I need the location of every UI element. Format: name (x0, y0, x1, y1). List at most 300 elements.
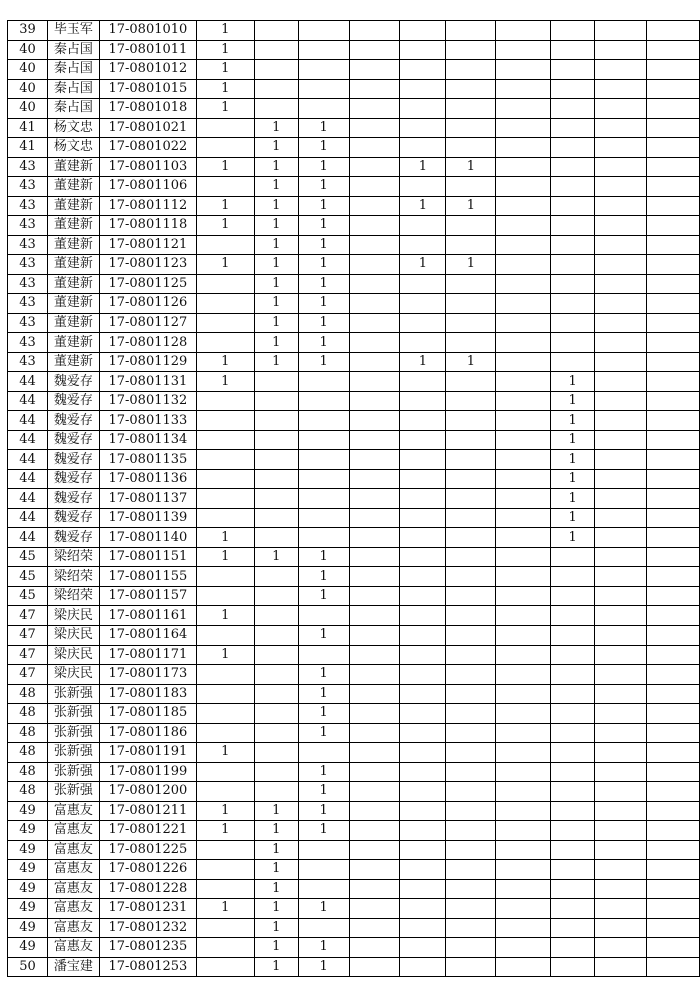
mark-cell-8 (551, 138, 595, 158)
mark-cell-1 (196, 918, 254, 938)
name-cell: 董建新 (47, 352, 99, 372)
code-cell: 17-0801226 (99, 860, 196, 880)
name-cell: 董建新 (47, 313, 99, 333)
mark-cell-6 (446, 391, 496, 411)
mark-cell-5 (400, 684, 446, 704)
mark-cell-8: 1 (551, 489, 595, 509)
mark-cell-3 (298, 21, 349, 41)
table-row (8, 782, 700, 802)
mark-cell-6 (446, 801, 496, 821)
name-cell: 董建新 (47, 274, 99, 294)
mark-cell-7 (496, 118, 551, 138)
mark-cell-9 (595, 313, 647, 333)
row-number-cell: 50 (8, 957, 48, 977)
mark-cell-4 (349, 918, 400, 938)
mark-cell-9 (595, 528, 647, 548)
empty-cell (647, 469, 700, 489)
mark-cell-5 (400, 957, 446, 977)
mark-cell-1 (196, 567, 254, 587)
mark-cell-3: 1 (298, 333, 349, 353)
mark-cell-8: 1 (551, 391, 595, 411)
mark-cell-9 (595, 489, 647, 509)
mark-cell-4 (349, 840, 400, 860)
mark-cell-8 (551, 547, 595, 567)
name-cell: 魏爱存 (47, 430, 99, 450)
mark-cell-4 (349, 625, 400, 645)
mark-cell-1: 1 (196, 21, 254, 41)
mark-cell-8 (551, 625, 595, 645)
name-cell: 梁庆民 (47, 645, 99, 665)
mark-cell-6 (446, 528, 496, 548)
mark-cell-9 (595, 957, 647, 977)
mark-cell-9 (595, 99, 647, 119)
mark-cell-7 (496, 352, 551, 372)
mark-cell-4 (349, 21, 400, 41)
mark-cell-4 (349, 157, 400, 177)
mark-cell-4 (349, 743, 400, 763)
mark-cell-8: 1 (551, 469, 595, 489)
mark-cell-2: 1 (254, 118, 298, 138)
mark-cell-3: 1 (298, 255, 349, 275)
mark-cell-9 (595, 411, 647, 431)
mark-cell-5 (400, 801, 446, 821)
table-row (8, 177, 700, 197)
mark-cell-2 (254, 684, 298, 704)
mark-cell-9 (595, 79, 647, 99)
mark-cell-5 (400, 938, 446, 958)
empty-cell (647, 138, 700, 158)
mark-cell-6 (446, 235, 496, 255)
mark-cell-7 (496, 625, 551, 645)
mark-cell-3 (298, 840, 349, 860)
row-number-cell: 49 (8, 840, 48, 860)
name-cell: 富惠友 (47, 801, 99, 821)
mark-cell-1 (196, 938, 254, 958)
mark-cell-5: 1 (400, 352, 446, 372)
mark-cell-1: 1 (196, 645, 254, 665)
mark-cell-7 (496, 957, 551, 977)
empty-cell (647, 665, 700, 685)
mark-cell-2 (254, 704, 298, 724)
mark-cell-2 (254, 99, 298, 119)
table-row (8, 255, 700, 275)
mark-cell-9 (595, 118, 647, 138)
table-row (8, 723, 700, 743)
mark-cell-1 (196, 723, 254, 743)
row-number-cell: 49 (8, 938, 48, 958)
mark-cell-7 (496, 138, 551, 158)
row-number-cell: 44 (8, 508, 48, 528)
mark-cell-9 (595, 21, 647, 41)
mark-cell-5 (400, 177, 446, 197)
mark-cell-7 (496, 723, 551, 743)
mark-cell-8 (551, 684, 595, 704)
row-number-cell: 48 (8, 782, 48, 802)
mark-cell-4 (349, 333, 400, 353)
mark-cell-9 (595, 235, 647, 255)
code-cell: 17-0801235 (99, 938, 196, 958)
mark-cell-4 (349, 782, 400, 802)
empty-cell (647, 743, 700, 763)
mark-cell-3: 1 (298, 938, 349, 958)
mark-cell-3 (298, 79, 349, 99)
empty-cell (647, 704, 700, 724)
row-number-cell: 49 (8, 918, 48, 938)
mark-cell-1 (196, 879, 254, 899)
table-row (8, 528, 700, 548)
mark-cell-3 (298, 450, 349, 470)
mark-cell-1: 1 (196, 821, 254, 841)
mark-cell-1 (196, 235, 254, 255)
mark-cell-2 (254, 60, 298, 80)
code-cell: 17-0801183 (99, 684, 196, 704)
mark-cell-8 (551, 938, 595, 958)
code-cell: 17-0801121 (99, 235, 196, 255)
code-cell: 17-0801015 (99, 79, 196, 99)
mark-cell-9 (595, 625, 647, 645)
table-row (8, 840, 700, 860)
row-number-cell: 44 (8, 450, 48, 470)
table-row (8, 547, 700, 567)
empty-cell (647, 40, 700, 60)
mark-cell-9 (595, 372, 647, 392)
mark-cell-5 (400, 860, 446, 880)
table-row (8, 235, 700, 255)
row-number-cell: 48 (8, 723, 48, 743)
table-body (8, 21, 700, 977)
mark-cell-3 (298, 508, 349, 528)
table-row (8, 684, 700, 704)
mark-cell-2: 1 (254, 294, 298, 314)
mark-cell-5 (400, 430, 446, 450)
mark-cell-5 (400, 313, 446, 333)
row-number-cell: 49 (8, 860, 48, 880)
mark-cell-9 (595, 801, 647, 821)
code-cell: 17-0801228 (99, 879, 196, 899)
name-cell: 董建新 (47, 235, 99, 255)
row-number-cell: 43 (8, 157, 48, 177)
mark-cell-6 (446, 450, 496, 470)
empty-cell (647, 801, 700, 821)
mark-cell-5 (400, 704, 446, 724)
code-cell: 17-0801118 (99, 216, 196, 236)
code-cell: 17-0801232 (99, 918, 196, 938)
row-number-cell: 43 (8, 255, 48, 275)
empty-cell (647, 879, 700, 899)
mark-cell-9 (595, 469, 647, 489)
mark-cell-9 (595, 196, 647, 216)
mark-cell-9 (595, 333, 647, 353)
mark-cell-3 (298, 528, 349, 548)
mark-cell-3: 1 (298, 177, 349, 197)
mark-cell-9 (595, 40, 647, 60)
mark-cell-9 (595, 723, 647, 743)
mark-cell-1 (196, 508, 254, 528)
mark-cell-1 (196, 586, 254, 606)
mark-cell-6 (446, 99, 496, 119)
mark-cell-6 (446, 138, 496, 158)
mark-cell-1 (196, 333, 254, 353)
row-number-cell: 48 (8, 743, 48, 763)
mark-cell-3: 1 (298, 957, 349, 977)
row-number-cell: 44 (8, 411, 48, 431)
name-cell: 魏爱存 (47, 450, 99, 470)
mark-cell-7 (496, 860, 551, 880)
mark-cell-2: 1 (254, 957, 298, 977)
mark-cell-3: 1 (298, 294, 349, 314)
table-row (8, 489, 700, 509)
empty-cell (647, 450, 700, 470)
row-number-cell: 49 (8, 801, 48, 821)
mark-cell-6 (446, 294, 496, 314)
code-cell: 17-0801155 (99, 567, 196, 587)
mark-cell-5 (400, 118, 446, 138)
mark-cell-3 (298, 40, 349, 60)
mark-cell-5 (400, 391, 446, 411)
name-cell: 张新强 (47, 723, 99, 743)
mark-cell-8 (551, 879, 595, 899)
mark-cell-2: 1 (254, 918, 298, 938)
row-number-cell: 45 (8, 567, 48, 587)
mark-cell-9 (595, 684, 647, 704)
row-number-cell: 45 (8, 547, 48, 567)
mark-cell-8 (551, 723, 595, 743)
mark-cell-1: 1 (196, 79, 254, 99)
mark-cell-2: 1 (254, 801, 298, 821)
empty-cell (647, 821, 700, 841)
mark-cell-3 (298, 391, 349, 411)
code-cell: 17-0801021 (99, 118, 196, 138)
mark-cell-8 (551, 313, 595, 333)
mark-cell-2: 1 (254, 547, 298, 567)
mark-cell-2: 1 (254, 333, 298, 353)
mark-cell-5 (400, 235, 446, 255)
mark-cell-1: 1 (196, 157, 254, 177)
mark-cell-5 (400, 645, 446, 665)
mark-cell-1 (196, 274, 254, 294)
mark-cell-7 (496, 508, 551, 528)
empty-cell (647, 645, 700, 665)
mark-cell-1 (196, 469, 254, 489)
mark-cell-6 (446, 79, 496, 99)
mark-cell-4 (349, 313, 400, 333)
mark-cell-7 (496, 918, 551, 938)
mark-cell-5 (400, 450, 446, 470)
mark-cell-3: 1 (298, 196, 349, 216)
row-number-cell: 43 (8, 274, 48, 294)
data-table (7, 20, 700, 977)
mark-cell-4 (349, 567, 400, 587)
name-cell: 董建新 (47, 196, 99, 216)
table-row (8, 196, 700, 216)
mark-cell-3: 1 (298, 723, 349, 743)
mark-cell-8 (551, 606, 595, 626)
table-row (8, 879, 700, 899)
mark-cell-8 (551, 216, 595, 236)
mark-cell-5 (400, 782, 446, 802)
row-number-cell: 40 (8, 79, 48, 99)
row-number-cell: 44 (8, 430, 48, 450)
empty-cell (647, 294, 700, 314)
empty-cell (647, 79, 700, 99)
row-number-cell: 43 (8, 216, 48, 236)
mark-cell-4 (349, 547, 400, 567)
mark-cell-7 (496, 762, 551, 782)
mark-cell-4 (349, 79, 400, 99)
mark-cell-4 (349, 274, 400, 294)
name-cell: 富惠友 (47, 938, 99, 958)
mark-cell-5 (400, 469, 446, 489)
mark-cell-4 (349, 235, 400, 255)
mark-cell-2: 1 (254, 899, 298, 919)
empty-cell (647, 528, 700, 548)
mark-cell-9 (595, 918, 647, 938)
mark-cell-1 (196, 430, 254, 450)
mark-cell-9 (595, 294, 647, 314)
empty-cell (647, 508, 700, 528)
mark-cell-5 (400, 138, 446, 158)
mark-cell-8: 1 (551, 430, 595, 450)
code-cell: 17-0801173 (99, 665, 196, 685)
mark-cell-3: 1 (298, 547, 349, 567)
mark-cell-5 (400, 274, 446, 294)
mark-cell-3 (298, 879, 349, 899)
code-cell: 17-0801126 (99, 294, 196, 314)
mark-cell-3: 1 (298, 704, 349, 724)
mark-cell-1: 1 (196, 547, 254, 567)
mark-cell-3: 1 (298, 782, 349, 802)
code-cell: 17-0801191 (99, 743, 196, 763)
mark-cell-9 (595, 352, 647, 372)
mark-cell-2 (254, 40, 298, 60)
mark-cell-8 (551, 274, 595, 294)
empty-cell (647, 216, 700, 236)
mark-cell-8 (551, 40, 595, 60)
empty-cell (647, 918, 700, 938)
mark-cell-4 (349, 216, 400, 236)
mark-cell-7 (496, 528, 551, 548)
empty-cell (647, 118, 700, 138)
empty-cell (647, 860, 700, 880)
mark-cell-2 (254, 665, 298, 685)
mark-cell-1 (196, 957, 254, 977)
name-cell: 梁庆民 (47, 625, 99, 645)
name-cell: 张新强 (47, 684, 99, 704)
code-cell: 17-0801151 (99, 547, 196, 567)
code-cell: 17-0801011 (99, 40, 196, 60)
mark-cell-4 (349, 118, 400, 138)
mark-cell-3 (298, 489, 349, 509)
name-cell: 董建新 (47, 157, 99, 177)
name-cell: 潘宝建 (47, 957, 99, 977)
mark-cell-3: 1 (298, 625, 349, 645)
mark-cell-9 (595, 567, 647, 587)
mark-cell-7 (496, 21, 551, 41)
mark-cell-4 (349, 762, 400, 782)
mark-cell-2 (254, 762, 298, 782)
mark-cell-7 (496, 157, 551, 177)
table-row (8, 430, 700, 450)
mark-cell-7 (496, 411, 551, 431)
name-cell: 董建新 (47, 255, 99, 275)
mark-cell-2 (254, 430, 298, 450)
mark-cell-9 (595, 606, 647, 626)
code-cell: 17-0801127 (99, 313, 196, 333)
mark-cell-1 (196, 489, 254, 509)
table-row (8, 918, 700, 938)
name-cell: 张新强 (47, 743, 99, 763)
mark-cell-6: 1 (446, 196, 496, 216)
empty-cell (647, 352, 700, 372)
code-cell: 17-0801137 (99, 489, 196, 509)
code-cell: 17-0801134 (99, 430, 196, 450)
mark-cell-2 (254, 723, 298, 743)
table-row (8, 274, 700, 294)
empty-cell (647, 196, 700, 216)
mark-cell-6 (446, 60, 496, 80)
row-number-cell: 43 (8, 352, 48, 372)
mark-cell-9 (595, 274, 647, 294)
table-row (8, 743, 700, 763)
mark-cell-6 (446, 586, 496, 606)
table-row (8, 586, 700, 606)
name-cell: 魏爱存 (47, 411, 99, 431)
mark-cell-6 (446, 645, 496, 665)
empty-cell (647, 99, 700, 119)
code-cell: 17-0801123 (99, 255, 196, 275)
mark-cell-5 (400, 547, 446, 567)
mark-cell-8 (551, 918, 595, 938)
mark-cell-3 (298, 918, 349, 938)
mark-cell-8 (551, 235, 595, 255)
row-number-cell: 47 (8, 606, 48, 626)
table-row (8, 801, 700, 821)
code-cell: 17-0801199 (99, 762, 196, 782)
mark-cell-1 (196, 665, 254, 685)
mark-cell-4 (349, 430, 400, 450)
mark-cell-6 (446, 821, 496, 841)
empty-cell (647, 625, 700, 645)
mark-cell-2: 1 (254, 840, 298, 860)
row-number-cell: 40 (8, 40, 48, 60)
mark-cell-2: 1 (254, 196, 298, 216)
name-cell: 魏爱存 (47, 508, 99, 528)
row-number-cell: 41 (8, 118, 48, 138)
mark-cell-6 (446, 177, 496, 197)
mark-cell-9 (595, 177, 647, 197)
code-cell: 17-0801157 (99, 586, 196, 606)
mark-cell-2 (254, 21, 298, 41)
mark-cell-7 (496, 469, 551, 489)
mark-cell-9 (595, 586, 647, 606)
row-number-cell: 44 (8, 469, 48, 489)
mark-cell-7 (496, 684, 551, 704)
mark-cell-4 (349, 177, 400, 197)
mark-cell-9 (595, 762, 647, 782)
code-cell: 17-0801131 (99, 372, 196, 392)
row-number-cell: 43 (8, 177, 48, 197)
mark-cell-6 (446, 625, 496, 645)
mark-cell-4 (349, 489, 400, 509)
empty-cell (647, 411, 700, 431)
mark-cell-4 (349, 606, 400, 626)
mark-cell-6 (446, 411, 496, 431)
name-cell: 董建新 (47, 333, 99, 353)
mark-cell-2: 1 (254, 938, 298, 958)
mark-cell-5 (400, 899, 446, 919)
mark-cell-7 (496, 40, 551, 60)
mark-cell-3 (298, 469, 349, 489)
